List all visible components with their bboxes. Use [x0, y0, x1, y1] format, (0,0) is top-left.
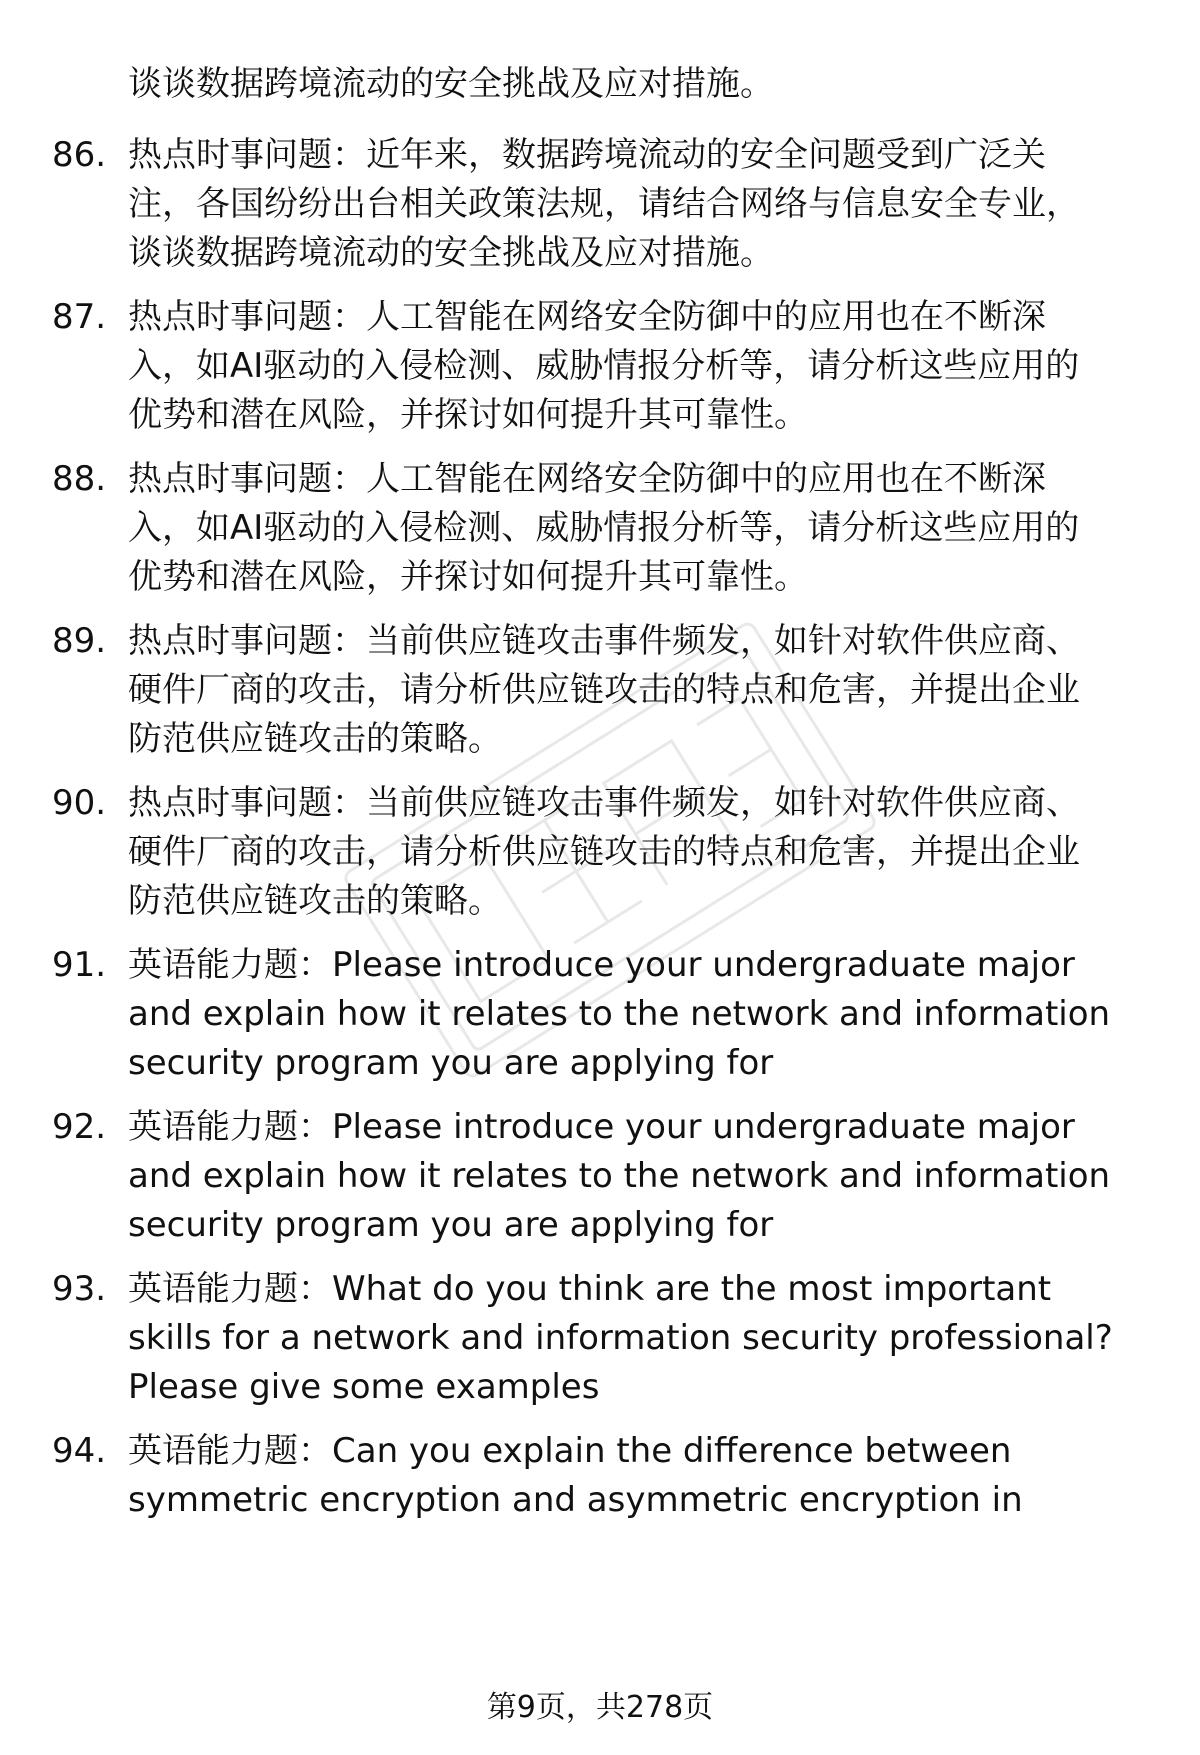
item-line: 热点时事问题：人工智能在网络安全防御中的应用也在不断深 [128, 459, 1046, 499]
item-text [128, 941, 1138, 1088]
item-line: 热点时事问题：近年来，数据跨境流动的安全问题受到广泛关 [128, 135, 1046, 175]
item-number: 93. [52, 1269, 107, 1309]
item-line: 谈谈数据跨境流动的安全挑战及应对措施。 [128, 233, 774, 273]
item-line: 入，如AI驱动的入侵检测、威胁情报分析等，请分析这些应用的 [128, 508, 1080, 548]
item-line: 英语能力题：Can you explain the difference between [128, 1431, 1012, 1471]
item-number: 90. [52, 783, 107, 823]
item-line: 入，如AI驱动的入侵检测、威胁情报分析等，请分析这些应用的 [128, 346, 1080, 386]
item-line: 英语能力题：Please introduce your undergraduate major [128, 945, 1075, 985]
item-text [128, 1103, 1138, 1250]
item-line: 英语能力题：What do you think are the most important [128, 1269, 1052, 1309]
continued-line: 谈谈数据跨境流动的安全挑战及应对措施。 [128, 64, 774, 104]
item-line: security program you are applying for [128, 1205, 774, 1245]
item-line: 热点时事问题：人工智能在网络安全防御中的应用也在不断深 [128, 297, 1046, 337]
item-line: 热点时事问题：当前供应链攻击事件频发，如针对软件供应商、 [128, 621, 1080, 661]
item-line: 硬件厂商的攻击，请分析供应链攻击的特点和危害，并提出企业 [128, 832, 1080, 872]
item-number: 94. [52, 1431, 107, 1471]
item-line: and explain how it relates to the network and information [128, 994, 1111, 1034]
item-text [128, 131, 1138, 278]
item-line: 注，各国纷纷出台相关政策法规，请结合网络与信息安全专业， [128, 184, 1080, 224]
item-number: 89. [52, 621, 107, 661]
item-line: Please give some examples [128, 1367, 600, 1407]
item-line: symmetric encryption and asymmetric encryption in [128, 1480, 1023, 1520]
item-number: 92. [52, 1107, 107, 1147]
item-line: and explain how it relates to the network and information [128, 1156, 1111, 1196]
item-text [128, 1427, 1138, 1525]
item-text [128, 1265, 1138, 1412]
item-line: 优势和潜在风险，并探讨如何提升其可靠性。 [128, 395, 808, 435]
item-text [128, 779, 1138, 926]
item-line: skills for a network and information security professional? [128, 1318, 1113, 1358]
item-number: 87. [52, 297, 107, 337]
item-line: 优势和潜在风险，并探讨如何提升其可靠性。 [128, 557, 808, 597]
item-number: 91. [52, 945, 107, 985]
item-text [128, 455, 1138, 602]
item-number: 86. [52, 135, 107, 175]
item-text [128, 293, 1138, 440]
page-number-footer: 第9页，共278页 [486, 1690, 714, 1725]
item-line: 防范供应链攻击的策略。 [128, 881, 502, 921]
item-text [128, 617, 1138, 764]
item-line: 硬件厂商的攻击，请分析供应链攻击的特点和危害，并提出企业 [128, 670, 1080, 710]
item-line: 热点时事问题：当前供应链攻击事件频发，如针对软件供应商、 [128, 783, 1080, 823]
item-line: 防范供应链攻击的策略。 [128, 719, 502, 759]
item-line: 英语能力题：Please introduce your undergraduate major [128, 1107, 1075, 1147]
item-number: 88. [52, 459, 107, 499]
item-line: security program you are applying for [128, 1043, 774, 1083]
